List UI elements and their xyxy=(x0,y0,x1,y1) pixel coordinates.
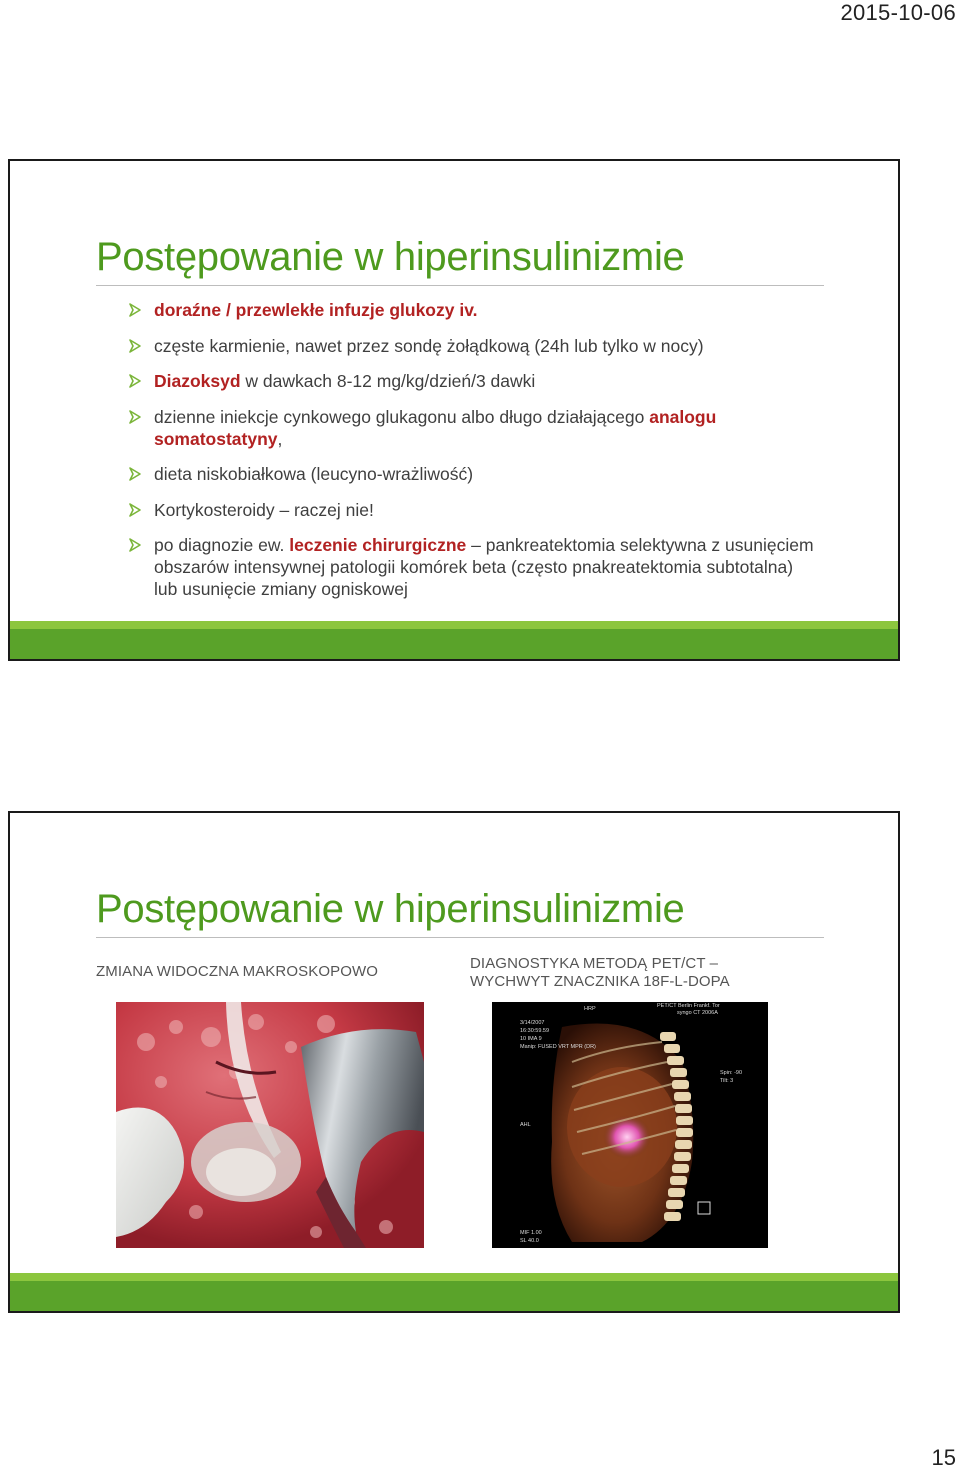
slide-title: Postępowanie w hiperinsulinizmie xyxy=(96,235,685,279)
bullet-text: Diazoksyd xyxy=(154,371,241,391)
arrow-bullet-icon xyxy=(128,301,142,317)
bullet-item xyxy=(128,499,818,521)
pet-side-left: AHL xyxy=(520,1122,531,1128)
bullet-item xyxy=(128,463,818,485)
arrow-bullet-icon xyxy=(128,536,142,552)
pet-side-right-2: Tilt: 3 xyxy=(720,1078,734,1084)
arrow-bullet-icon xyxy=(128,501,142,517)
bullet-text: doraźne / przewlekłe infuzje glukozy iv. xyxy=(154,300,478,320)
pet-info-1: 3/14/2007 xyxy=(520,1020,545,1026)
pet-info-3: 10 IMA 9 xyxy=(520,1036,542,1042)
footer-bar-light xyxy=(10,1273,898,1281)
right-column-heading: DIAGNOSTYKA METODĄ PET/CT – WYCHWYT ZNACZNIKA 18F-L-DOPA xyxy=(470,955,730,990)
title-divider xyxy=(96,285,824,286)
bullet-text: analogu somatostatyny xyxy=(154,406,717,449)
bullet-item xyxy=(128,534,818,600)
arrow-bullet-icon xyxy=(128,372,142,388)
slide-2 xyxy=(8,811,900,1313)
page-number: 15 xyxy=(931,1445,956,1470)
surgery-photo xyxy=(116,1002,424,1248)
bullet-item xyxy=(128,299,818,321)
footer-bar-dark xyxy=(10,1281,898,1311)
footer-bar-dark xyxy=(10,629,898,659)
title-divider xyxy=(96,937,824,938)
left-column-heading: ZMIANA WIDOCZNA MAKROSKOPOWO xyxy=(96,963,378,980)
bullet-item xyxy=(128,335,818,357)
slide-1 xyxy=(8,159,900,661)
bullet-text: dieta niskobiałkowa (leucyno-wrażliwość) xyxy=(154,464,474,484)
arrow-bullet-icon xyxy=(128,337,142,353)
bullet-text: , xyxy=(277,428,283,449)
footer-bar-light xyxy=(10,621,898,629)
bullet-list xyxy=(128,299,818,614)
pet-side-right-1: Spin: -90 xyxy=(720,1070,743,1076)
pet-bottom-1: MIF 1.00 xyxy=(520,1230,542,1236)
arrow-bullet-icon xyxy=(128,408,142,424)
pet-label-top-right-1: PET/CT Berlin Frankf. Tor xyxy=(657,1003,720,1009)
bullet-text: Kortykosteroidy – raczej nie! xyxy=(154,499,374,520)
pet-bottom-2: SL 40.0 xyxy=(520,1238,539,1244)
bullet-text: dzienne iniekcje cynkowego glukagonu albo długo działającego xyxy=(154,406,650,427)
bullet-item xyxy=(128,370,818,392)
bullet-text: po diagnozie ew. xyxy=(154,535,290,555)
slide-title: Postępowanie w hiperinsulinizmie xyxy=(96,887,685,931)
pet-label-top-right-2: syngo CT 2006A xyxy=(677,1010,718,1016)
bullet-text: leczenie chirurgiczne xyxy=(289,535,467,555)
pet-label-top-left: HRP xyxy=(584,1006,596,1012)
pet-info-2: 16:30:59.59 xyxy=(520,1028,550,1034)
pet-ct-graphic xyxy=(492,1002,768,1248)
page-date: 2015-10-06 xyxy=(840,0,956,25)
pet-ct-image xyxy=(492,1002,768,1248)
bullet-item xyxy=(128,406,818,450)
pet-info-4: Manip: FUSED VRT MPR (DR) xyxy=(520,1044,596,1050)
arrow-bullet-icon xyxy=(128,465,142,481)
bullet-text: w dawkach 8-12 mg/kg/dzień/3 dawki xyxy=(240,371,536,391)
surgery-photo-graphic xyxy=(116,1002,424,1248)
bullet-text: – pankreatektomia selektywna z usunięciem obszarów intensywnej patologii komórek beta (często pnakreatektomia subtotalna) lub usunięcie zmiany ogniskowej xyxy=(154,535,814,599)
bullet-text: częste karmienie, nawet przez sondę żołądkową (24h lub tylko w nocy) xyxy=(154,335,704,356)
